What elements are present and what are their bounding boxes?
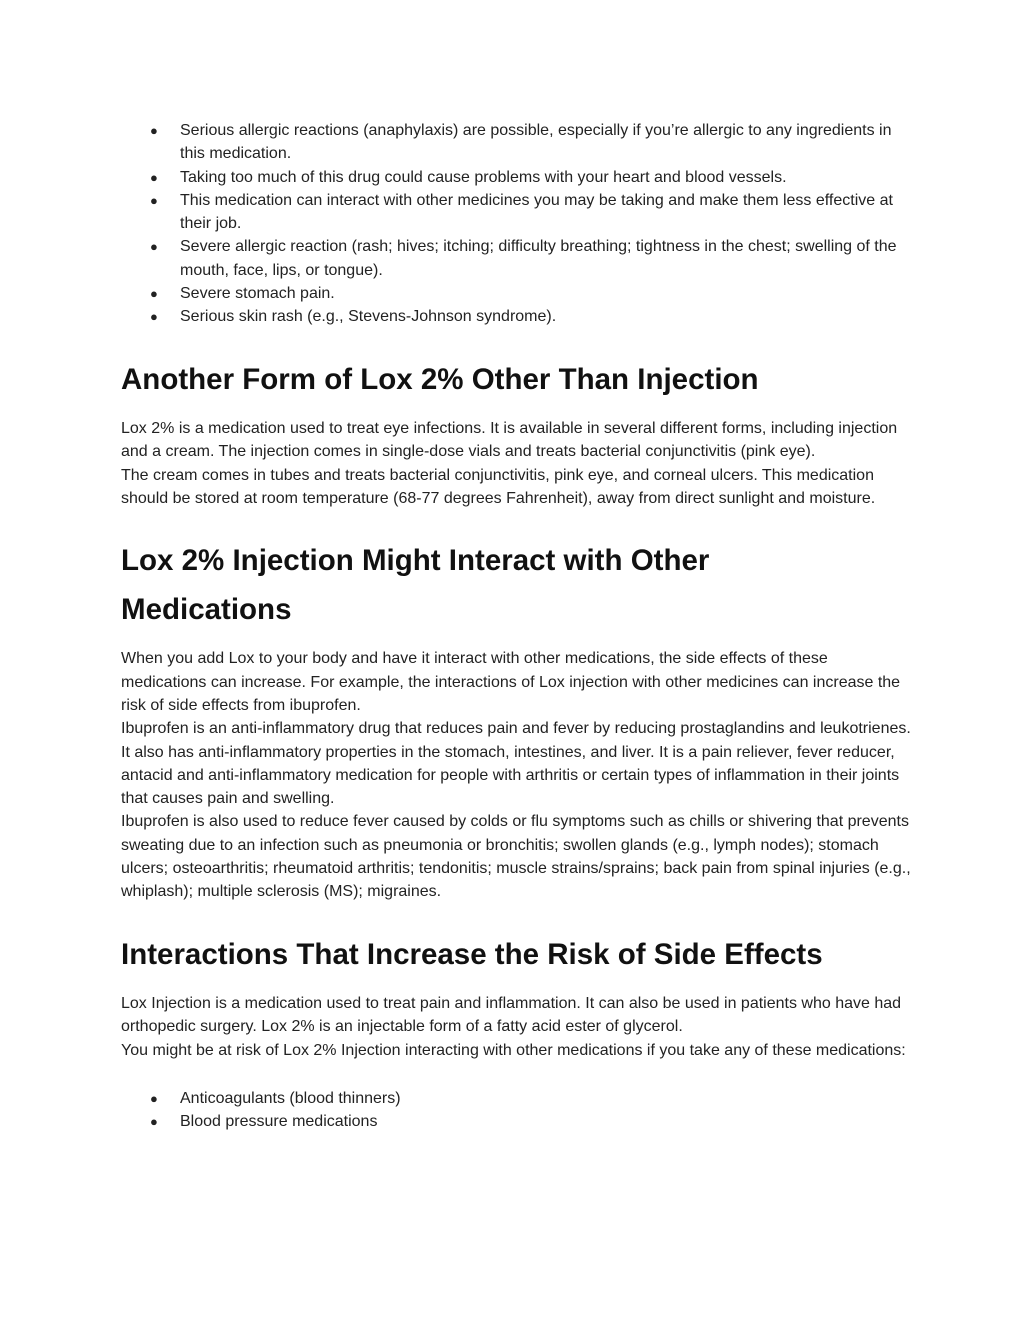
paragraph: Lox 2% is a medication used to treat eye infections. It is available in several different forms, including injection and a cream. The injection comes in single-dose vials and treats bacterial conjunctivitis (pink eye).: [121, 420, 898, 461]
list-item-text: Serious allergic reactions (anaphylaxis) are possible, especially if you’re allergic to any ingredients in this medication.: [180, 122, 892, 163]
bullet-icon: ●: [150, 309, 158, 325]
section-body-other-forms: [121, 417, 911, 510]
paragraph: When you add Lox to your body and have it interact with other medications, the side effects of these medications can increase. For example, the interactions of Lox injection with other medicines can increase the risk of side effects from ibuprofen.: [121, 650, 901, 714]
list-item: [121, 189, 911, 236]
paragraph: Ibuprofen is also used to reduce fever caused by colds or flu symptoms such as chills or shivering that prevents sweating due to an infection such as pneumonia or bronchitis; swollen glands (e.g., lymph nodes); stomach ulcers; osteoarthritis; rheumatoid arthritis; tendonitis; muscle strains/sprains; back pain from spinal injuries (e.g., whiplash); multiple sclerosis (MS); migraines.: [121, 813, 911, 901]
section-body-interactions: [121, 647, 911, 903]
heading-line: Lox 2% Injection Might Interact with Other: [121, 544, 710, 578]
section-body-risk: [121, 992, 911, 1062]
bullet-icon: ●: [150, 169, 158, 185]
list-item-text: Anticoagulants (blood thinners): [180, 1090, 401, 1108]
list-item-text: This medication can interact with other medicines you may be taking and make them less effective at their job.: [180, 191, 893, 233]
list-item: [121, 119, 911, 166]
side-effects-list: [121, 119, 911, 329]
bullet-icon: ●: [150, 1091, 158, 1107]
list-item: [121, 305, 911, 328]
list-item-text: Blood pressure medications: [180, 1113, 378, 1131]
paragraph: You might be at risk of Lox 2% Injection interacting with other medications if you take any of these medications:: [121, 1041, 906, 1059]
list-item-text: Taking too much of this drug could cause problems with your heart and blood vessels.: [180, 168, 787, 186]
medications-list: [121, 1087, 911, 1134]
document-page: [121, 119, 911, 1134]
list-item-text: Severe allergic reaction (rash; hives; itching; difficulty breathing; tightness in the chest; swelling of the mouth, face, lips, or tongue).: [180, 238, 897, 279]
section-heading-other-forms: Another Form of Lox 2% Other Than Injection: [121, 362, 759, 396]
section-heading-risk: Interactions That Increase the Risk of Side Effects: [121, 937, 823, 971]
bullet-icon: ●: [150, 286, 158, 302]
paragraph: It also has anti-inflammatory properties in the stomach, intestines, and liver. It is a pain reliever, fever reducer, antacid and anti-inflammatory medication for people with arthritis or certain types of inflammation in their joints that causes pain and swelling.: [121, 743, 900, 808]
list-item: [121, 166, 911, 189]
list-item: [121, 1110, 911, 1133]
paragraph: Ibuprofen is an anti-inflammatory drug that reduces pain and fever by reducing prostaglandins and leukotrienes.: [121, 720, 911, 738]
list-item: [121, 282, 911, 305]
list-item: [121, 1087, 911, 1110]
list-item-text: Severe stomach pain.: [180, 285, 335, 303]
heading-line: Medications: [121, 592, 292, 626]
bullet-icon: ●: [150, 192, 158, 208]
list-item: [121, 235, 911, 282]
bullet-icon: ●: [150, 239, 158, 255]
bullet-icon: ●: [150, 1114, 158, 1130]
bullet-icon: ●: [150, 123, 158, 138]
list-item-text: Serious skin rash (e.g., Stevens-Johnson syndrome).: [180, 308, 557, 326]
section-heading-interactions: [121, 537, 911, 634]
paragraph: The cream comes in tubes and treats bacterial conjunctivitis, pink eye, and corneal ulcers. This medication should be stored at room temperature (68-77 degrees Fahrenheit), away from direct sunlight and moisture.: [121, 466, 876, 508]
paragraph: Lox Injection is a medication used to treat pain and inflammation. It can also be used in patients who have had orthopedic surgery. Lox 2% is an injectable form of a fatty acid ester of glycerol.: [121, 995, 902, 1036]
